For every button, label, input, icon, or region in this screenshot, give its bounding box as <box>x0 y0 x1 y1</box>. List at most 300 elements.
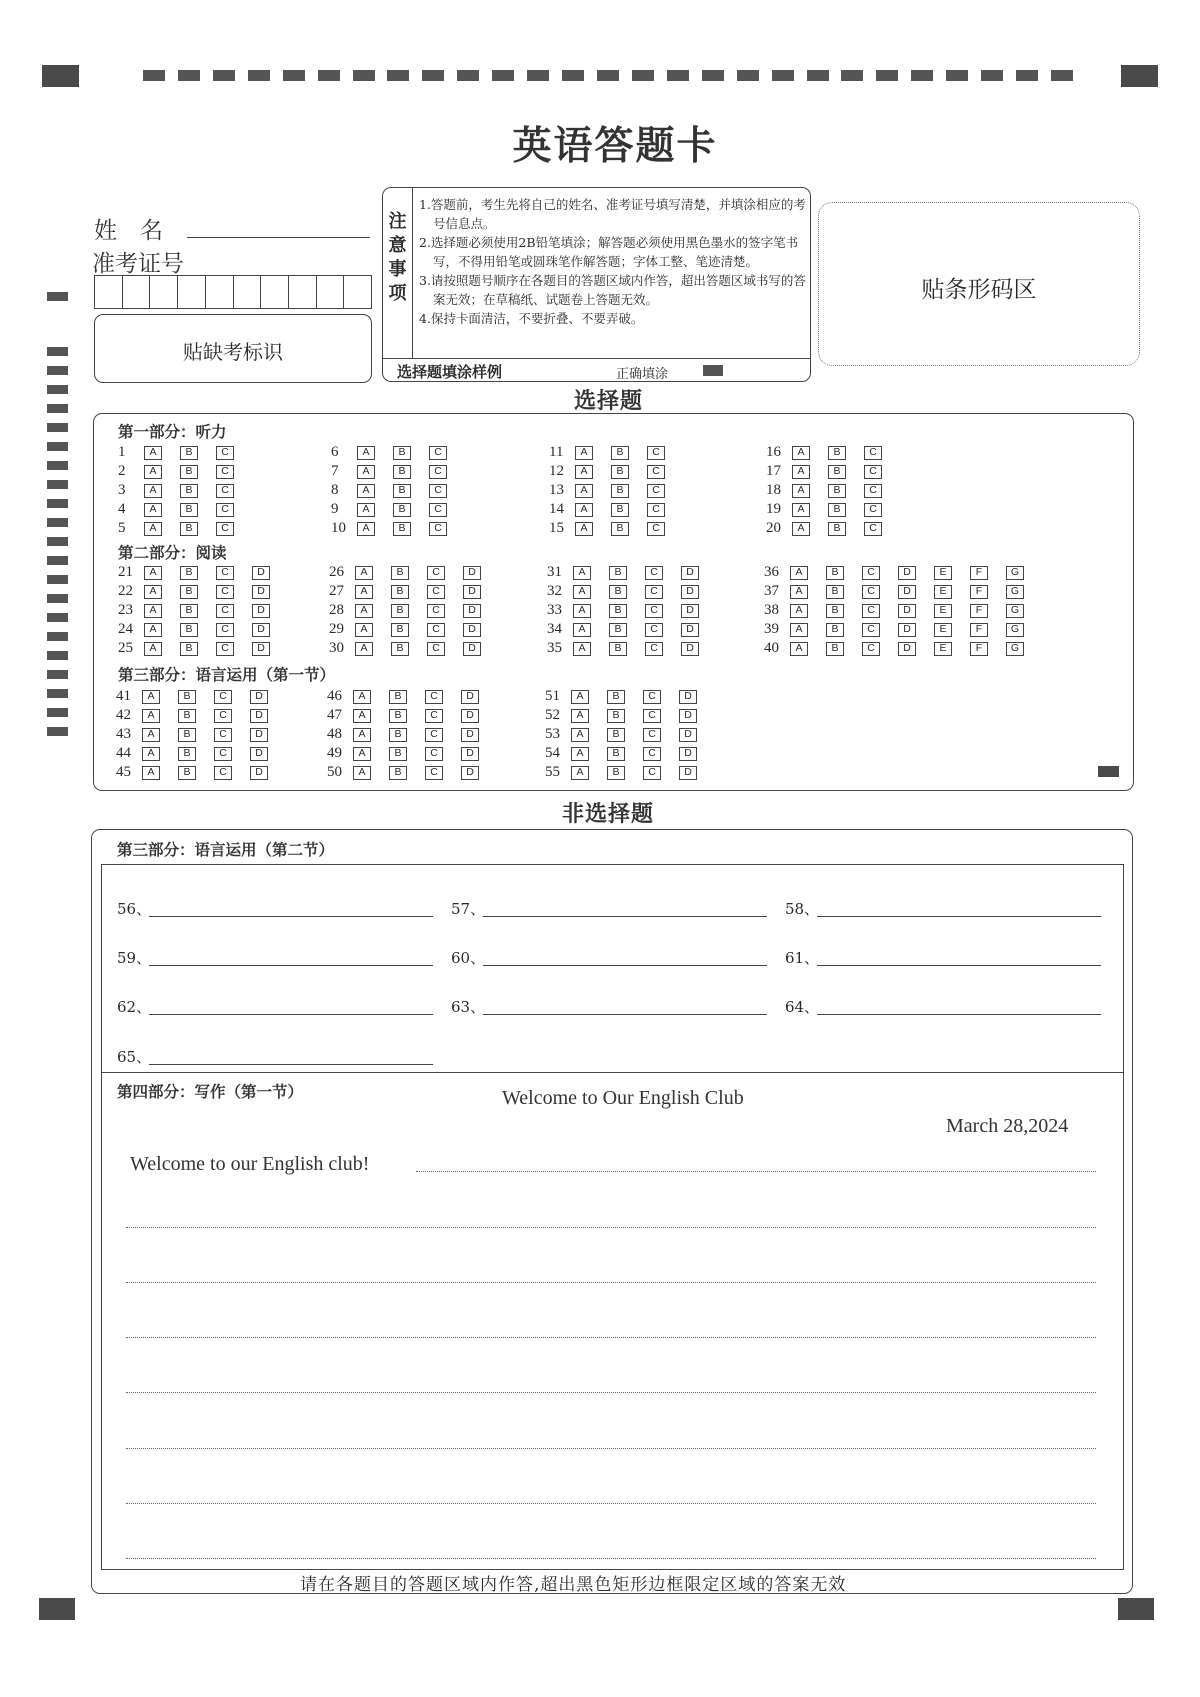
option-bubble-c[interactable]: C <box>214 690 232 704</box>
option-bubble-c[interactable]: C <box>864 465 882 479</box>
option-bubble-b[interactable]: B <box>607 747 625 761</box>
option-bubble-b[interactable]: B <box>180 623 198 637</box>
question-number: 20 <box>766 520 781 536</box>
option-bubble-d[interactable]: D <box>679 728 697 742</box>
option-bubble-c[interactable]: C <box>214 709 232 723</box>
option-bubble-c[interactable]: C <box>862 585 880 599</box>
option-bubble-b[interactable]: B <box>609 585 627 599</box>
option-bubble-a[interactable]: A <box>355 585 373 599</box>
option-bubble-d[interactable]: D <box>461 747 479 761</box>
essay-title: Welcome to Our English Club <box>502 1087 744 1109</box>
option-bubble-c[interactable]: C <box>425 728 443 742</box>
question-row <box>331 481 465 500</box>
nc-inner-frame <box>101 864 1124 1570</box>
option-bubble-d[interactable]: D <box>252 604 270 618</box>
question-number: 22 <box>118 583 133 599</box>
option-bubble-f[interactable]: F <box>970 566 988 580</box>
essay-line[interactable] <box>126 1392 1096 1393</box>
option-bubble-g[interactable]: G <box>1006 585 1024 599</box>
question-row <box>764 582 1042 601</box>
option-bubble-a[interactable]: A <box>575 484 593 498</box>
option-bubble-b[interactable]: B <box>180 465 198 479</box>
option-bubble-c[interactable]: C <box>427 623 445 637</box>
option-bubble-c[interactable]: C <box>214 728 232 742</box>
essay-line[interactable] <box>126 1448 1096 1449</box>
option-bubble-g[interactable]: G <box>1006 642 1024 656</box>
option-bubble-a[interactable]: A <box>571 747 589 761</box>
question-row <box>118 462 252 481</box>
option-bubble-b[interactable]: B <box>391 566 409 580</box>
option-bubble-d[interactable]: D <box>461 728 479 742</box>
option-bubble-a[interactable]: A <box>571 709 589 723</box>
option-bubble-d[interactable]: D <box>463 585 481 599</box>
option-bubble-c[interactable]: C <box>647 446 665 460</box>
question-row <box>118 582 288 601</box>
option-bubble-g[interactable]: G <box>1006 623 1024 637</box>
option-bubble-a[interactable]: A <box>573 604 591 618</box>
question-row <box>545 687 715 706</box>
option-bubble-f[interactable]: F <box>970 623 988 637</box>
option-bubble-b[interactable]: B <box>180 604 198 618</box>
option-bubble-b[interactable]: B <box>389 728 407 742</box>
question-number: 42 <box>116 707 131 723</box>
option-bubble-c[interactable]: C <box>425 747 443 761</box>
option-bubble-b[interactable]: B <box>389 709 407 723</box>
option-bubble-c[interactable]: C <box>647 484 665 498</box>
option-bubble-b[interactable]: B <box>607 728 625 742</box>
option-bubble-f[interactable]: F <box>970 642 988 656</box>
option-bubble-a[interactable]: A <box>573 566 591 580</box>
essay-line[interactable] <box>126 1337 1096 1338</box>
option-bubble-a[interactable]: A <box>571 690 589 704</box>
option-bubble-b[interactable]: B <box>180 566 198 580</box>
option-bubble-a[interactable]: A <box>142 690 160 704</box>
option-bubble-b[interactable]: B <box>393 484 411 498</box>
question-number: 6 <box>331 444 339 460</box>
question-number: 23 <box>118 602 133 618</box>
option-bubble-c[interactable]: C <box>216 566 234 580</box>
question-row <box>545 763 715 782</box>
option-bubble-c[interactable]: C <box>429 503 447 517</box>
option-bubble-c[interactable]: C <box>645 604 663 618</box>
mc-timing-mark <box>1098 766 1119 777</box>
option-bubble-c[interactable]: C <box>645 585 663 599</box>
option-bubble-c[interactable]: C <box>645 566 663 580</box>
option-bubble-a[interactable]: A <box>792 522 810 536</box>
option-bubble-f[interactable]: F <box>970 585 988 599</box>
option-bubble-d[interactable]: D <box>252 585 270 599</box>
option-bubble-b[interactable]: B <box>826 566 844 580</box>
option-bubble-a[interactable]: A <box>144 446 162 460</box>
option-bubble-e[interactable]: E <box>934 604 952 618</box>
name-field[interactable] <box>187 236 370 238</box>
option-bubble-c[interactable]: C <box>427 604 445 618</box>
question-row <box>331 462 465 481</box>
option-bubble-b[interactable]: B <box>178 690 196 704</box>
timing-mark <box>807 70 829 81</box>
option-bubble-a[interactable]: A <box>792 503 810 517</box>
option-bubble-b[interactable]: B <box>826 642 844 656</box>
option-bubble-b[interactable]: B <box>828 446 846 460</box>
answer-blank-line[interactable] <box>817 916 1101 917</box>
option-bubble-a[interactable]: A <box>355 604 373 618</box>
option-bubble-a[interactable]: A <box>144 465 162 479</box>
option-bubble-a[interactable]: A <box>575 522 593 536</box>
option-bubble-a[interactable]: A <box>353 709 371 723</box>
option-bubble-c[interactable]: C <box>425 709 443 723</box>
option-bubble-d[interactable]: D <box>898 604 916 618</box>
option-bubble-a[interactable]: A <box>575 503 593 517</box>
option-bubble-c[interactable]: C <box>427 642 445 656</box>
option-bubble-d[interactable]: D <box>681 623 699 637</box>
option-bubble-a[interactable]: A <box>353 728 371 742</box>
option-bubble-c[interactable]: C <box>216 604 234 618</box>
option-bubble-d[interactable]: D <box>252 566 270 580</box>
answer-blank-line[interactable] <box>483 916 767 917</box>
timing-mark <box>248 70 270 81</box>
option-bubble-d[interactable]: D <box>250 728 268 742</box>
option-bubble-d[interactable]: D <box>898 642 916 656</box>
option-bubble-b[interactable]: B <box>611 503 629 517</box>
option-bubble-b[interactable]: B <box>826 604 844 618</box>
option-bubble-d[interactable]: D <box>250 766 268 780</box>
option-bubble-c[interactable]: C <box>864 522 882 536</box>
option-bubble-d[interactable]: D <box>681 585 699 599</box>
corner-mark-bottom-left <box>39 1598 75 1620</box>
essay-line[interactable] <box>126 1227 1096 1228</box>
option-bubble-a[interactable]: A <box>144 522 162 536</box>
option-bubble-d[interactable]: D <box>898 566 916 580</box>
option-bubble-a[interactable]: A <box>357 465 375 479</box>
question-number: 26 <box>329 564 344 580</box>
option-bubble-a[interactable]: A <box>790 566 808 580</box>
essay-line[interactable] <box>126 1503 1096 1504</box>
option-bubble-a[interactable]: A <box>144 642 162 656</box>
essay-line[interactable] <box>126 1282 1096 1283</box>
option-bubble-b[interactable]: B <box>389 747 407 761</box>
option-bubble-a[interactable]: A <box>355 642 373 656</box>
option-bubble-a[interactable]: A <box>353 690 371 704</box>
option-bubble-c[interactable]: C <box>216 503 234 517</box>
option-bubble-b[interactable]: B <box>611 465 629 479</box>
blank-number: 57、 <box>451 900 486 918</box>
option-bubble-e[interactable]: E <box>934 623 952 637</box>
option-bubble-b[interactable]: B <box>609 623 627 637</box>
option-bubble-b[interactable]: B <box>609 642 627 656</box>
question-number: 19 <box>766 501 781 517</box>
option-bubble-a[interactable]: A <box>790 642 808 656</box>
option-bubble-a[interactable]: A <box>355 623 373 637</box>
option-bubble-b[interactable]: B <box>180 642 198 656</box>
option-bubble-c[interactable]: C <box>645 623 663 637</box>
option-bubble-c[interactable]: C <box>216 522 234 536</box>
option-bubble-b[interactable]: B <box>609 604 627 618</box>
fill-blank-row <box>117 996 437 1018</box>
option-bubble-b[interactable]: B <box>828 484 846 498</box>
option-bubble-a[interactable]: A <box>353 747 371 761</box>
option-bubble-b[interactable]: B <box>611 446 629 460</box>
option-bubble-b[interactable]: B <box>393 522 411 536</box>
option-bubble-c[interactable]: C <box>643 747 661 761</box>
option-bubble-b[interactable]: B <box>393 465 411 479</box>
question-number: 12 <box>549 463 564 479</box>
timing-mark <box>47 537 68 546</box>
option-bubble-c[interactable]: C <box>862 642 880 656</box>
option-bubble-e[interactable]: E <box>934 642 952 656</box>
option-bubble-a[interactable]: A <box>573 623 591 637</box>
question-row <box>327 687 497 706</box>
option-bubble-c[interactable]: C <box>216 484 234 498</box>
part1-label: 第一部分：听力 <box>118 422 227 441</box>
option-bubble-c[interactable]: C <box>862 604 880 618</box>
option-bubble-d[interactable]: D <box>898 623 916 637</box>
option-bubble-a[interactable]: A <box>792 484 810 498</box>
option-bubble-a[interactable]: A <box>790 623 808 637</box>
option-bubble-b[interactable]: B <box>607 709 625 723</box>
option-bubble-d[interactable]: D <box>461 766 479 780</box>
option-bubble-a[interactable]: A <box>357 446 375 460</box>
option-bubble-c[interactable]: C <box>643 709 661 723</box>
option-bubble-c[interactable]: C <box>216 465 234 479</box>
question-number: 4 <box>118 501 126 517</box>
option-bubble-c[interactable]: C <box>425 690 443 704</box>
option-bubble-c[interactable]: C <box>429 522 447 536</box>
option-bubble-d[interactable]: D <box>463 604 481 618</box>
option-bubble-c[interactable]: C <box>429 446 447 460</box>
option-bubble-c[interactable]: C <box>862 566 880 580</box>
option-bubble-c[interactable]: C <box>643 766 661 780</box>
question-number: 48 <box>327 726 342 742</box>
question-row <box>547 639 717 658</box>
option-bubble-a[interactable]: A <box>144 623 162 637</box>
option-bubble-b[interactable]: B <box>180 484 198 498</box>
essay-line[interactable] <box>126 1558 1096 1559</box>
question-row <box>331 500 465 519</box>
answer-blank-line[interactable] <box>817 965 1101 966</box>
option-bubble-a[interactable]: A <box>573 585 591 599</box>
option-bubble-a[interactable]: A <box>575 465 593 479</box>
question-number: 10 <box>331 520 346 536</box>
option-bubble-b[interactable]: B <box>178 747 196 761</box>
option-bubble-b[interactable]: B <box>180 446 198 460</box>
option-bubble-b[interactable]: B <box>828 522 846 536</box>
option-bubble-c[interactable]: C <box>429 484 447 498</box>
question-row <box>545 744 715 763</box>
fill-blank-row <box>117 947 437 969</box>
option-bubble-b[interactable]: B <box>391 585 409 599</box>
option-bubble-b[interactable]: B <box>826 585 844 599</box>
option-bubble-c[interactable]: C <box>216 446 234 460</box>
option-bubble-a[interactable]: A <box>790 604 808 618</box>
option-bubble-a[interactable]: A <box>357 522 375 536</box>
question-number: 30 <box>329 640 344 656</box>
option-bubble-d[interactable]: D <box>681 566 699 580</box>
option-bubble-c[interactable]: C <box>216 585 234 599</box>
option-bubble-d[interactable]: D <box>252 642 270 656</box>
option-bubble-d[interactable]: D <box>463 623 481 637</box>
option-bubble-a[interactable]: A <box>144 484 162 498</box>
option-bubble-b[interactable]: B <box>607 690 625 704</box>
option-bubble-a[interactable]: A <box>357 484 375 498</box>
question-row <box>549 500 683 519</box>
option-bubble-c[interactable]: C <box>216 623 234 637</box>
option-bubble-e[interactable]: E <box>934 585 952 599</box>
option-bubble-b[interactable]: B <box>180 585 198 599</box>
option-bubble-d[interactable]: D <box>898 585 916 599</box>
option-bubble-d[interactable]: D <box>250 747 268 761</box>
essay-line[interactable] <box>416 1171 1096 1172</box>
option-bubble-a[interactable]: A <box>573 642 591 656</box>
question-number: 54 <box>545 745 560 761</box>
option-bubble-d[interactable]: D <box>250 709 268 723</box>
option-bubble-c[interactable]: C <box>862 623 880 637</box>
option-bubble-c[interactable]: C <box>645 642 663 656</box>
option-bubble-b[interactable]: B <box>611 522 629 536</box>
absent-sticker-label: 贴缺考标识 <box>183 340 283 364</box>
timing-mark <box>737 70 759 81</box>
option-bubble-a[interactable]: A <box>571 766 589 780</box>
question-number: 24 <box>118 621 133 637</box>
question-number: 31 <box>547 564 562 580</box>
option-bubble-c[interactable]: C <box>643 690 661 704</box>
option-bubble-b[interactable]: B <box>393 446 411 460</box>
option-bubble-c[interactable]: C <box>214 747 232 761</box>
option-bubble-d[interactable]: D <box>679 766 697 780</box>
option-bubble-a[interactable]: A <box>142 728 160 742</box>
option-bubble-d[interactable]: D <box>463 566 481 580</box>
exam-id-boxes[interactable] <box>94 275 372 309</box>
timing-mark <box>213 70 235 81</box>
question-row <box>116 687 286 706</box>
option-bubble-b[interactable]: B <box>391 623 409 637</box>
timing-mark <box>143 70 165 81</box>
option-bubble-a[interactable]: A <box>355 566 373 580</box>
option-bubble-b[interactable]: B <box>609 566 627 580</box>
option-bubble-a[interactable]: A <box>790 585 808 599</box>
absent-sticker-area <box>94 314 372 383</box>
option-bubble-b[interactable]: B <box>391 604 409 618</box>
option-bubble-a[interactable]: A <box>792 465 810 479</box>
option-bubble-b[interactable]: B <box>178 709 196 723</box>
option-bubble-b[interactable]: B <box>180 503 198 517</box>
question-number: 3 <box>118 482 126 498</box>
option-bubble-a[interactable]: A <box>144 503 162 517</box>
option-bubble-b[interactable]: B <box>389 766 407 780</box>
timing-mark <box>702 70 724 81</box>
option-bubble-b[interactable]: B <box>828 465 846 479</box>
option-bubble-a[interactable]: A <box>571 728 589 742</box>
option-bubble-d[interactable]: D <box>250 690 268 704</box>
timing-mark <box>632 70 654 81</box>
option-bubble-b[interactable]: B <box>391 642 409 656</box>
question-row <box>329 639 499 658</box>
question-row <box>327 763 497 782</box>
option-bubble-a[interactable]: A <box>144 604 162 618</box>
option-bubble-f[interactable]: F <box>970 604 988 618</box>
option-bubble-a[interactable]: A <box>142 709 160 723</box>
option-bubble-b[interactable]: B <box>178 728 196 742</box>
option-bubble-b[interactable]: B <box>826 623 844 637</box>
option-bubble-d[interactable]: D <box>461 709 479 723</box>
answer-blank-line[interactable] <box>149 1064 433 1065</box>
timing-mark <box>47 575 68 584</box>
option-bubble-c[interactable]: C <box>647 503 665 517</box>
option-bubble-g[interactable]: G <box>1006 566 1024 580</box>
timing-mark <box>981 70 1003 81</box>
option-bubble-d[interactable]: D <box>461 690 479 704</box>
question-row <box>329 563 499 582</box>
option-bubble-c[interactable]: C <box>643 728 661 742</box>
option-bubble-a[interactable]: A <box>142 766 160 780</box>
option-bubble-a[interactable]: A <box>792 446 810 460</box>
timing-mark <box>47 442 68 451</box>
answer-blank-line[interactable] <box>483 965 767 966</box>
option-bubble-a[interactable]: A <box>357 503 375 517</box>
timing-mark <box>47 385 68 394</box>
option-bubble-c[interactable]: C <box>425 766 443 780</box>
option-bubble-b[interactable]: B <box>178 766 196 780</box>
option-bubble-d[interactable]: D <box>252 623 270 637</box>
option-bubble-d[interactable]: D <box>463 642 481 656</box>
option-bubble-b[interactable]: B <box>180 522 198 536</box>
timing-mark <box>47 347 68 356</box>
option-bubble-d[interactable]: D <box>679 747 697 761</box>
option-bubble-a[interactable]: A <box>575 446 593 460</box>
answer-blank-line[interactable] <box>149 1014 433 1015</box>
name-label: 姓 名 <box>94 218 163 244</box>
timing-mark <box>47 670 68 679</box>
option-bubble-b[interactable]: B <box>389 690 407 704</box>
option-bubble-b[interactable]: B <box>393 503 411 517</box>
option-bubble-b[interactable]: B <box>607 766 625 780</box>
question-row <box>549 443 683 462</box>
timing-marks-top <box>143 70 1073 81</box>
option-bubble-b[interactable]: B <box>828 503 846 517</box>
fill-blank-row <box>785 947 1105 969</box>
option-bubble-c[interactable]: C <box>864 446 882 460</box>
option-bubble-a[interactable]: A <box>144 585 162 599</box>
option-bubble-d[interactable]: D <box>681 604 699 618</box>
answer-blank-line[interactable] <box>817 1014 1101 1015</box>
option-bubble-e[interactable]: E <box>934 566 952 580</box>
option-bubble-b[interactable]: B <box>611 484 629 498</box>
option-bubble-c[interactable]: C <box>864 503 882 517</box>
question-number: 55 <box>545 764 560 780</box>
option-bubble-a[interactable]: A <box>353 766 371 780</box>
option-bubble-d[interactable]: D <box>679 690 697 704</box>
timing-mark <box>47 499 68 508</box>
answer-blank-line[interactable] <box>483 1014 767 1015</box>
option-bubble-c[interactable]: C <box>427 566 445 580</box>
option-bubble-c[interactable]: C <box>427 585 445 599</box>
option-bubble-c[interactable]: C <box>647 522 665 536</box>
option-bubble-d[interactable]: D <box>679 709 697 723</box>
option-bubble-a[interactable]: A <box>144 566 162 580</box>
answer-blank-line[interactable] <box>149 965 433 966</box>
timing-mark <box>47 518 68 527</box>
option-bubble-c[interactable]: C <box>429 465 447 479</box>
timing-mark <box>946 70 968 81</box>
option-bubble-c[interactable]: C <box>214 766 232 780</box>
option-bubble-g[interactable]: G <box>1006 604 1024 618</box>
option-bubble-c[interactable]: C <box>216 642 234 656</box>
option-bubble-a[interactable]: A <box>142 747 160 761</box>
option-bubble-d[interactable]: D <box>681 642 699 656</box>
question-number: 17 <box>766 463 781 479</box>
option-bubble-c[interactable]: C <box>647 465 665 479</box>
option-bubble-c[interactable]: C <box>864 484 882 498</box>
answer-blank-line[interactable] <box>149 916 433 917</box>
